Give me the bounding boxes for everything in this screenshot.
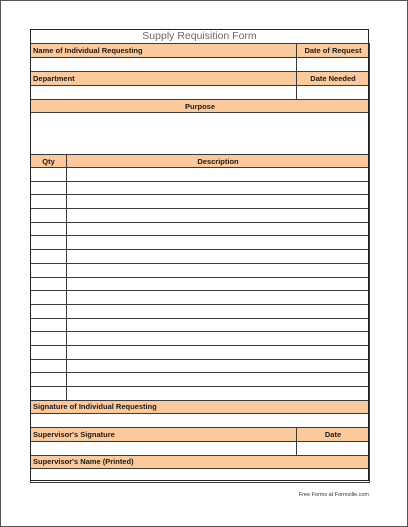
item-description-field[interactable]: [67, 250, 370, 264]
item-row: [31, 181, 370, 195]
item-description-field[interactable]: [67, 359, 370, 373]
item-row: [31, 250, 370, 264]
item-qty-field[interactable]: [31, 387, 67, 401]
requisition-table: [30, 43, 370, 483]
item-row: [31, 332, 370, 346]
item-row: [31, 345, 370, 359]
date-of-request-field[interactable]: [297, 58, 370, 72]
item-description-field[interactable]: [67, 236, 370, 250]
item-qty-field[interactable]: [31, 359, 67, 373]
item-row: [31, 209, 370, 223]
item-qty-field[interactable]: [31, 345, 67, 359]
item-description-field[interactable]: [67, 277, 370, 291]
item-row: [31, 304, 370, 318]
date-needed-label: Date Needed: [297, 72, 370, 86]
item-qty-field[interactable]: [31, 263, 67, 277]
item-row: [31, 277, 370, 291]
signature-field[interactable]: [31, 413, 370, 427]
name-field[interactable]: [31, 58, 297, 72]
item-row: [31, 373, 370, 387]
form-title: Supply Requisition Form: [142, 30, 257, 42]
signature-label: Signature of Individual Requesting: [31, 400, 370, 413]
item-description-field[interactable]: [67, 318, 370, 332]
date-field[interactable]: [297, 441, 370, 455]
item-row: [31, 387, 370, 401]
item-qty-field[interactable]: [31, 332, 67, 346]
item-qty-field[interactable]: [31, 291, 67, 305]
item-description-field[interactable]: [67, 373, 370, 387]
item-description-field[interactable]: [67, 304, 370, 318]
item-row: [31, 291, 370, 305]
purpose-field[interactable]: [31, 113, 370, 155]
item-row: [31, 195, 370, 209]
item-description-field[interactable]: [67, 168, 370, 182]
qty-label: Qty: [31, 155, 67, 168]
item-row: [31, 222, 370, 236]
item-description-field[interactable]: [67, 291, 370, 305]
item-description-field[interactable]: [67, 263, 370, 277]
item-qty-field[interactable]: [31, 209, 67, 223]
item-description-field[interactable]: [67, 345, 370, 359]
item-row: [31, 236, 370, 250]
item-row: [31, 359, 370, 373]
item-qty-field[interactable]: [31, 373, 67, 387]
item-description-field[interactable]: [67, 222, 370, 236]
item-description-field[interactable]: [67, 209, 370, 223]
item-qty-field[interactable]: [31, 277, 67, 291]
footer-credit: Free Forms at Formville.com: [298, 492, 369, 498]
name-label: Name of Individual Requesting: [31, 44, 297, 58]
item-qty-field[interactable]: [31, 250, 67, 264]
department-label: Department: [31, 72, 297, 86]
date-of-request-label: Date of Request: [297, 44, 370, 58]
purpose-label: Purpose: [31, 100, 370, 113]
supervisor-name-label: Supervisor's Name (Printed): [31, 455, 370, 468]
item-description-field[interactable]: [67, 181, 370, 195]
department-field[interactable]: [31, 86, 297, 100]
item-qty-field[interactable]: [31, 181, 67, 195]
supervisor-name-field[interactable]: [31, 468, 370, 482]
item-description-field[interactable]: [67, 387, 370, 401]
supervisor-signature-label: Supervisor's Signature: [31, 427, 297, 441]
item-qty-field[interactable]: [31, 168, 67, 182]
item-qty-field[interactable]: [31, 318, 67, 332]
item-row: [31, 318, 370, 332]
item-description-field[interactable]: [67, 332, 370, 346]
item-qty-field[interactable]: [31, 222, 67, 236]
item-qty-field[interactable]: [31, 304, 67, 318]
date-needed-field[interactable]: [297, 86, 370, 100]
date-label: Date: [297, 427, 370, 441]
description-label: Description: [67, 155, 370, 168]
supervisor-signature-field[interactable]: [31, 441, 297, 455]
item-row: [31, 168, 370, 182]
item-qty-field[interactable]: [31, 236, 67, 250]
item-description-field[interactable]: [67, 195, 370, 209]
item-row: [31, 263, 370, 277]
item-qty-field[interactable]: [31, 195, 67, 209]
